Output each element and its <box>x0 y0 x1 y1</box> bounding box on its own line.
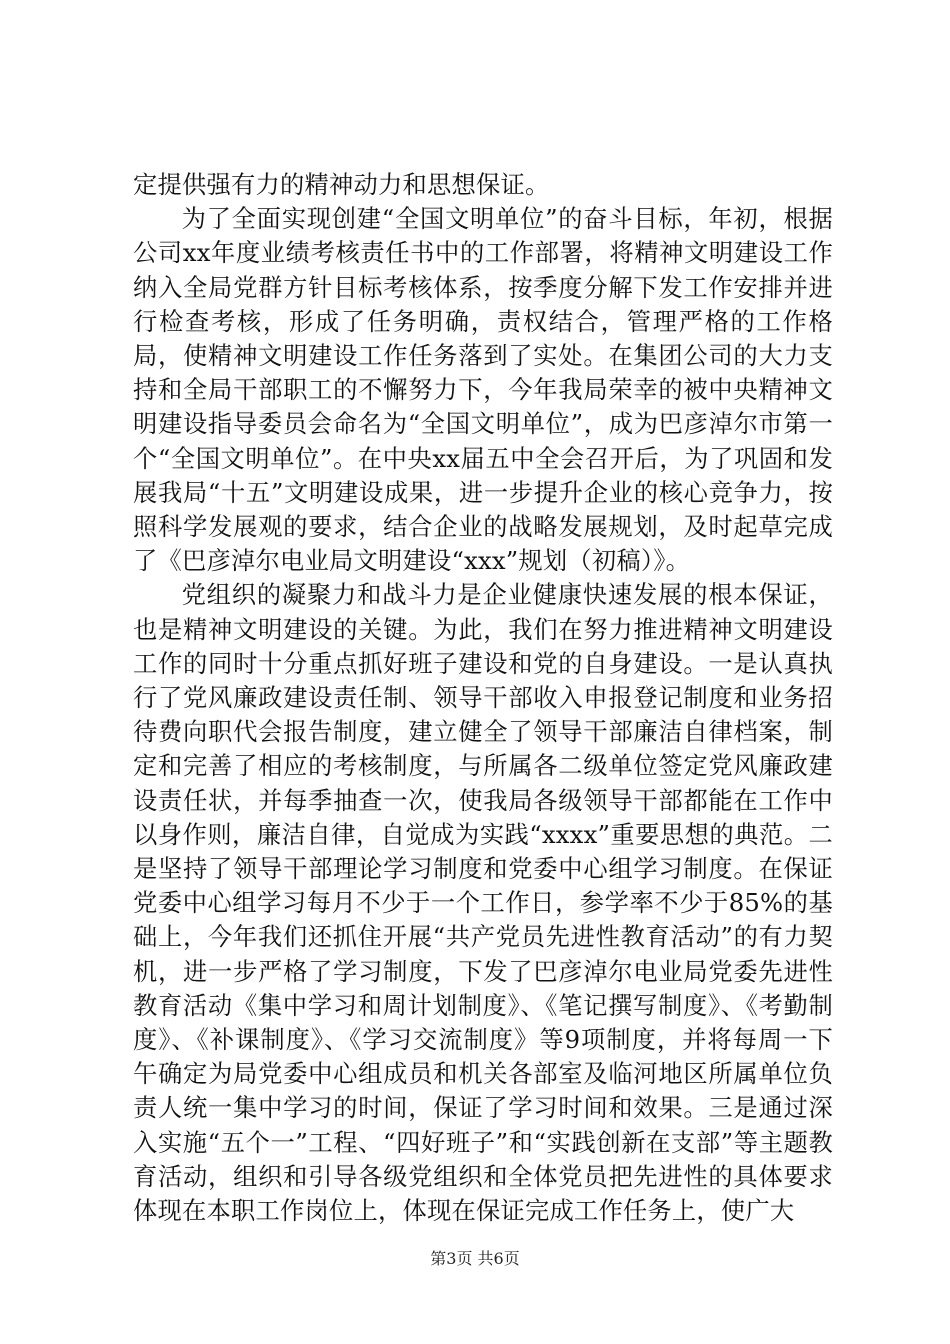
document-body <box>133 168 833 1228</box>
paragraph-civilization-unit: 为了全面实现创建“全国文明单位”的奋斗目标，年初，根据公司xx年度业绩考核责任书中的工作部署，将精神文明建设工作纳入全局党群方针目标考核体系，按季度分解下发工作安排并进行检查考核，形成了任务明确，责权结合，管理严格的工作格局，使精神文明建设工作任务落到了实处。在集团公司的大力支持和全局干部职工的不懈努力下，今年我局荣幸的被中央精神文明建设指导委员会命名为“全国文明单位”，成为巴彦淖尔市第一个“全国文明单位”。在中央xx届五中全会召开后，为了巩固和发展我局“十五”文明建设成果，进一步提升企业的核心竞争力，按照科学发展观的要求，结合企业的战略发展规划，及时起草完成了《巴彦淖尔电业局文明建设“xxx”规划（初稿）》。 <box>133 204 833 576</box>
paragraph-party-building: 党组织的凝聚力和战斗力是企业健康快速发展的根本保证，也是精神文明建设的关键。为此，我们在努力推进精神文明建设工作的同时十分重点抓好班子建设和党的自身建设。一是认真执行了党风廉政建设责任制、领导干部收入申报登记制度和业务招待费向职代会报告制度，建立健全了领导干部廉洁自律档案，制定和完善了相应的考核制度，与所属各二级单位签定党风廉政建设责任状，并每季抽查一次，使我局各级领导干部都能在工作中以身作则，廉洁自律，自觉成为实践“xxxx”重要思想的典范。二是坚持了领导干部理论学习制度和党委中心组学习制度。在保证党委中心组学习每月不少于一个工作日，参学率不少于85%的基础上，今年我们还抓住开展“共产党员先进性教育活动”的有力契机，进一步严格了学习制度，下发了巴彦淖尔电业局党委先进性教育活动《集中学习和周计划制度》、《笔记撰写制度》、《考勤制度》、《补课制度》、《学习交流制度》等9项制度，并将每周一下午确定为局党委中心组成员和机关各部室及临河地区所属单位负责人统一集中学习的时间，保证了学习时间和效果。三是通过深入实施“五个一”工程、“四好班子”和“实践创新在支部”等主题教育活动，组织和引导各级党组织和全体党员把先进性的具体要求体现在本职工作岗位上，体现在保证完成工作任务上，使广大 <box>133 580 833 1226</box>
page-number-footer: 第3页 共6页 <box>430 1249 520 1268</box>
paragraph-continuation: 定提供强有力的精神动力和思想保证。 <box>133 170 550 199</box>
